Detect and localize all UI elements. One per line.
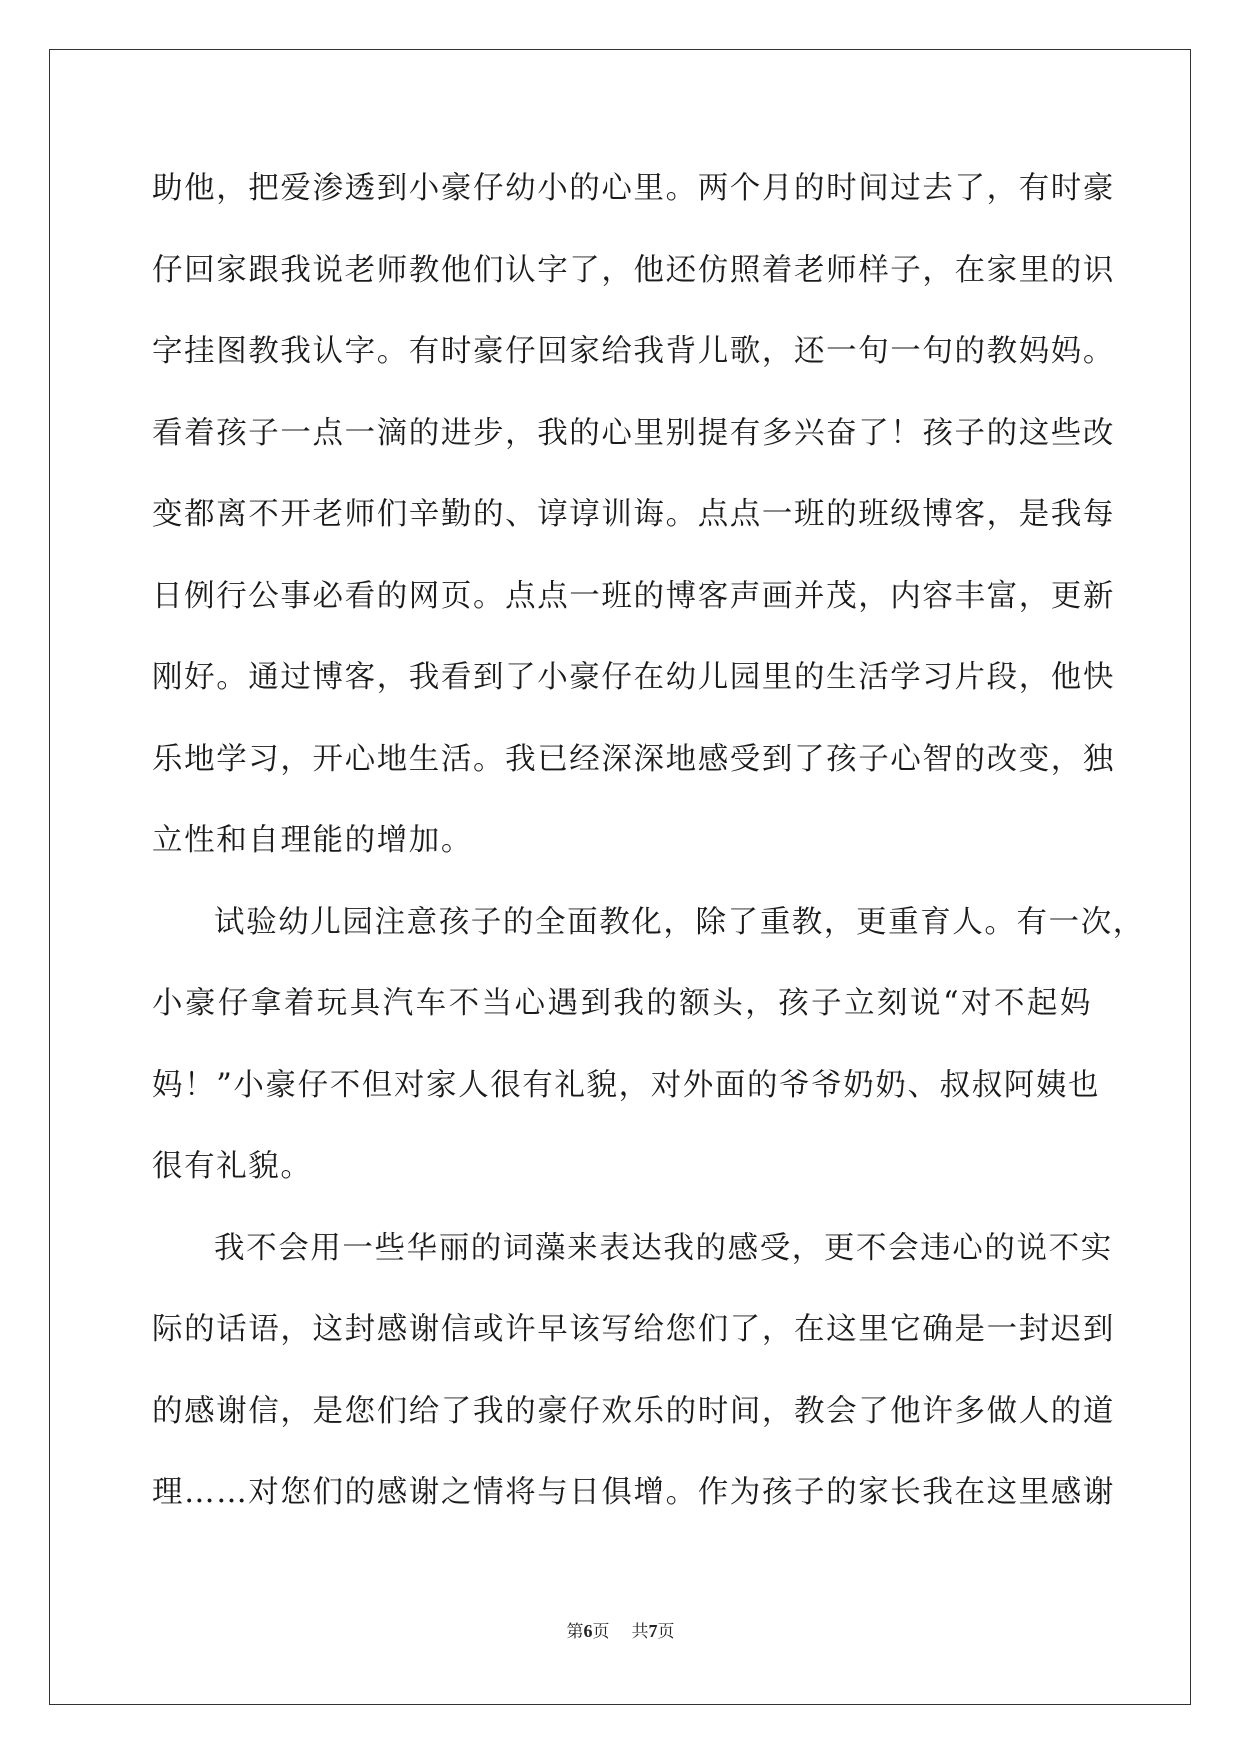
text-line: 日例行公事必看的网页。点点一班的博客声画并茂，内容丰富，更新	[152, 578, 1115, 614]
page-number: 6	[583, 1621, 593, 1641]
text-line: 小豪仔拿着玩具汽车不当心遇到我的额头，孩子立刻说“对不起妈	[152, 986, 1092, 1021]
page-footer	[0, 1617, 1241, 1642]
text-line: 的感谢信，是您们给了我的豪仔欢乐的时间，教会了他许多做人的道	[152, 1393, 1115, 1429]
paragraph-end-line: 立性和自理能的增加。	[152, 823, 473, 858]
text-line: 际的话语，这封感谢信或许早该写给您们了，在这里它确是一封迟到	[152, 1312, 1115, 1347]
paragraph-start-line: 试验幼儿园注意孩子的全面教化，除了重教，更重育人。有一次，	[214, 904, 1145, 940]
text-line: 刚好。通过博客，我看到了小豪仔在幼儿园里的生活学习片段，他快	[152, 660, 1115, 695]
text-line: 仔回家跟我说老师教他们认字了，他还仿照着老师样子，在家里的识	[152, 252, 1115, 288]
page-unit: 页	[592, 1622, 610, 1642]
letter-body	[152, 162, 1145, 1548]
text-line: 看着孩子一点一滴的进步，我的心里别提有多兴奋了！孩子的这些改	[152, 415, 1115, 451]
paragraph-start-line: 我不会用一些华丽的词藻来表达我的感受，更不会违心的说不实	[214, 1230, 1113, 1266]
paragraph-end-line: 很有礼貌。	[152, 1149, 313, 1184]
page-prefix: 第	[566, 1622, 584, 1642]
text-line: 理……对您们的感谢之情将与日俱增。作为孩子的家长我在这里感谢	[152, 1475, 1115, 1510]
text-line: 字挂图教我认字。有时豪仔回家给我背儿歌，还一句一句的教妈妈。	[152, 334, 1115, 369]
text-line: 变都离不开老师们辛勤的、谆谆训诲。点点一班的班级博客，是我每	[152, 497, 1115, 532]
text-line: 助他，把爱渗透到小豪仔幼小的心里。两个月的时间过去了，有时豪	[152, 171, 1115, 206]
text-line: 妈！”小豪仔不但对家人很有礼貌，对外面的爷爷奶奶、叔叔阿姨也	[152, 1067, 1101, 1103]
total-pages: 7	[648, 1621, 658, 1641]
text-line: 乐地学习，开心地生活。我已经深深地感受到了孩子心智的改变，独	[152, 741, 1115, 777]
total-unit: 页	[657, 1622, 675, 1642]
total-prefix: 共	[631, 1622, 649, 1642]
